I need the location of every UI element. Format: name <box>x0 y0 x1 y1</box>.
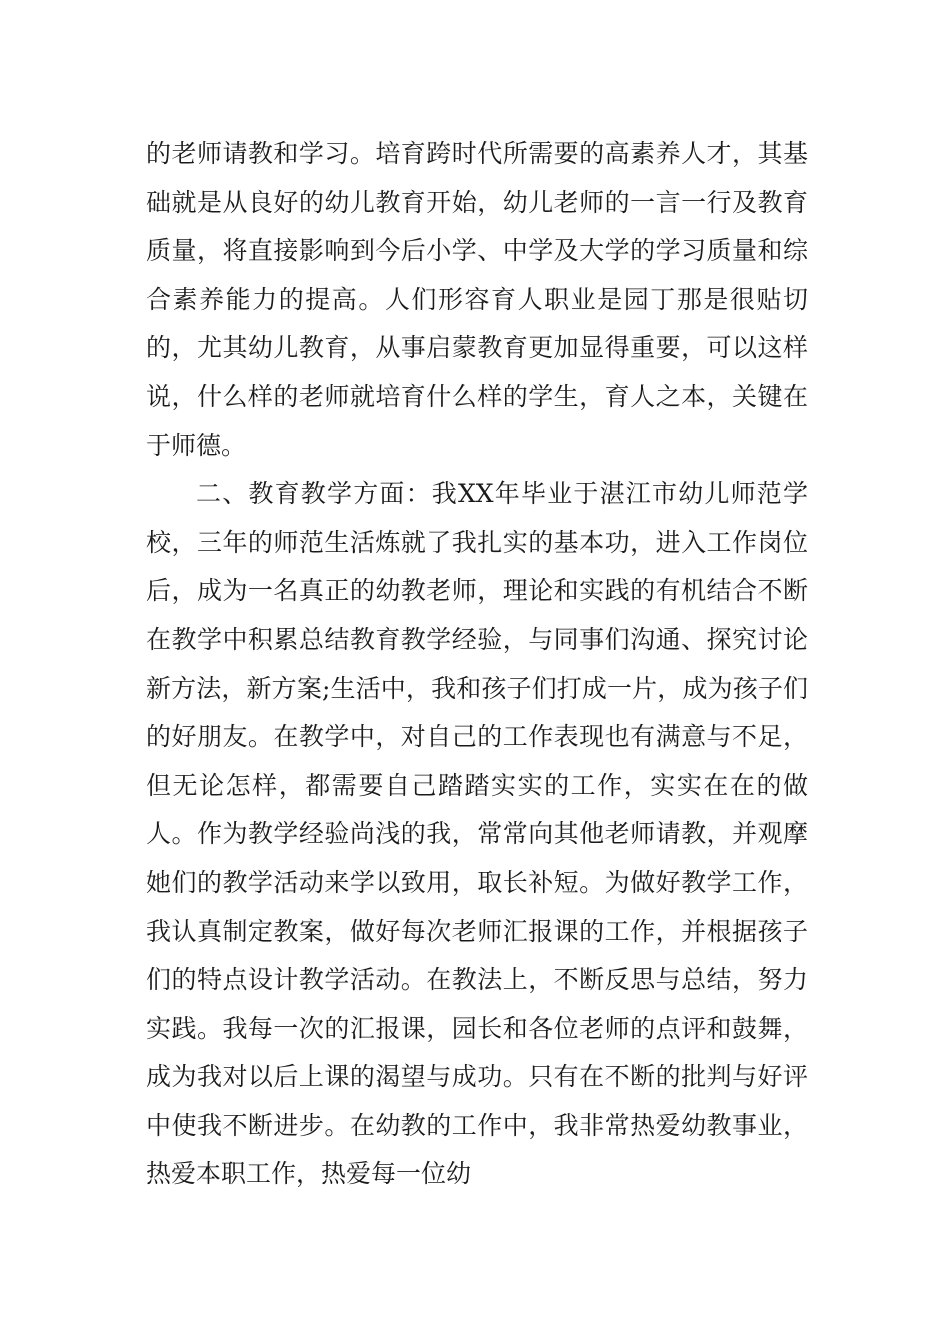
paragraph-teaching: 二、教育教学方面：我XX年毕业于湛江市幼儿师范学校，三年的师范生活炼就了我扎实的基本功，进入工作岗位后，成为一名真正的幼教老师，理论和实践的有机结合不断在教学中积累总结教育教学经验，与同事们沟通、探究讨论新方法，新方案;生活中，我和孩子们打成一片，成为孩子们的好朋友。在教学中，对自己的工作表现也有满意与不足，但无论怎样，都需要自己踏踏实实的工作，实实在在的做人。作为教学经验尚浅的我，常常向其他老师请教，并观摩她们的教学活动来学以致用，取长补短。为做好教学工作，我认真制定教案，做好每次老师汇报课的工作，并根据孩子们的特点设计教学活动。在教法上，不断反思与总结，努力实践。我每一次的汇报课，园长和各位老师的点评和鼓舞，成为我对以后上课的渴望与成功。只有在不断的批判与好评中使我不断进步。在幼教的工作中，我非常热爱幼教事业，热爱本职工作，热爱每一位幼 <box>146 479 808 1189</box>
paragraph-continuation: 的老师请教和学习。培育跨时代所需要的高素养人才，其基础就是从良好的幼儿教育开始，幼儿老师的一言一行及教育质量，将直接影响到今后小学、中学及大学的学习质量和综合素养能力的提高。人们形容育人职业是园丁那是很贴切的，尤其幼儿教育，从事启蒙教育更加显得重要，可以这样说，什么样的老师就培育什么样的学生，育人之本，关键在于师德。 <box>146 139 808 460</box>
body-text <box>146 130 808 1199</box>
